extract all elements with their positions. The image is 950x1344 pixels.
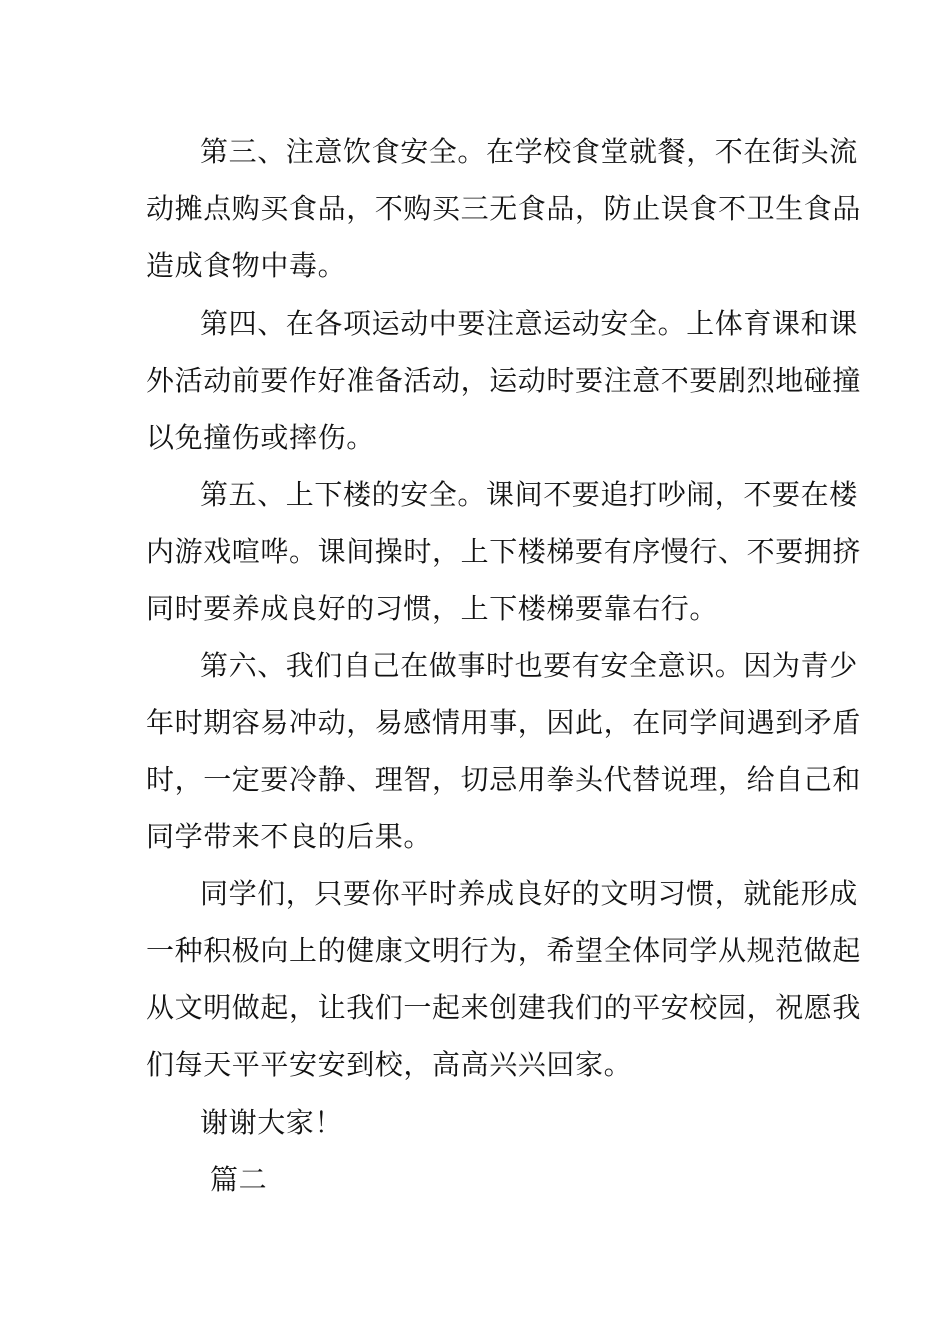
paragraph-line: 时，一定要冷静、理智，切忌用拳头代替说理，给自己和 (146, 763, 862, 796)
paragraph-line: 同学带来不良的后果。 (146, 820, 433, 853)
paragraph-line: 造成食物中毒。 (146, 249, 347, 282)
paragraph-line: 第三、注意饮食安全。在学校食堂就餐，不在街头流 (200, 135, 858, 168)
paragraph-line: 内游戏喧哗。课间操时，上下楼梯要有序慢行、不要拥挤 (146, 535, 862, 568)
paragraph-line: 从文明做起，让我们一起来创建我们的平安校园，祝愿我 (146, 991, 862, 1024)
paragraph-line: 同时要养成良好的习惯，上下楼梯要靠右行。 (146, 592, 719, 625)
paragraph-line: 第六、我们自己在做事时也要有安全意识。因为青少 (200, 649, 858, 682)
paragraph-line: 第四、在各项运动中要注意运动安全。上体育课和课 (200, 307, 858, 340)
paragraph-line: 外活动前要作好准备活动，运动时要注意不要剧烈地碰撞 (146, 364, 862, 397)
paragraph-line: 同学们，只要你平时养成良好的文明习惯，就能形成 (200, 877, 858, 910)
paragraph-line: 一种积极向上的健康文明行为，希望全体同学从规范做起 (146, 934, 862, 967)
section-heading: 篇二 (210, 1163, 268, 1196)
paragraph-line: 第五、上下楼的安全。课间不要追打吵闹，不要在楼 (200, 478, 858, 511)
closing-line: 谢谢大家！ (200, 1106, 344, 1139)
paragraph-line: 年时期容易冲动，易感情用事，因此，在同学间遇到矛盾 (146, 706, 862, 739)
paragraph-line: 们每天平平安安到校，高高兴兴回家。 (146, 1048, 633, 1081)
paragraph-line: 以免撞伤或摔伤。 (146, 421, 375, 454)
paragraph-line: 动摊点购买食品，不购买三无食品，防止误食不卫生食品 (146, 192, 862, 225)
